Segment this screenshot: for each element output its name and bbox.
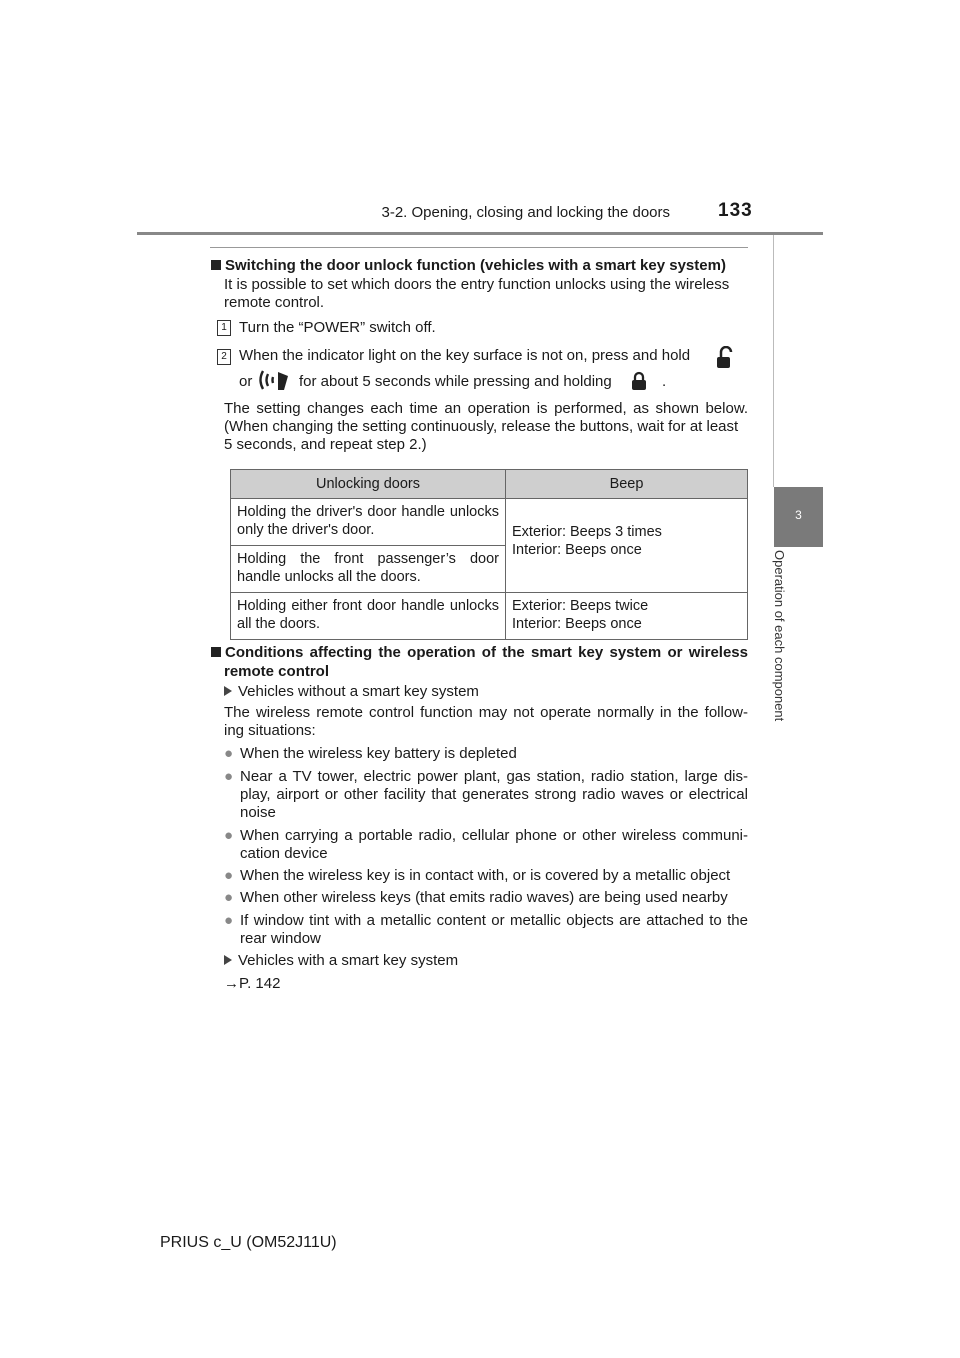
step-1-number: 1 <box>217 320 231 336</box>
list-item: If window tint with a metallic content or metallic objects are attached to the <box>240 912 748 929</box>
list-item: When the wireless key battery is depleted <box>240 745 517 762</box>
intro-line-2: remote control. <box>224 294 325 311</box>
step-2-or: or <box>239 373 253 390</box>
table-header-beep: Beep <box>506 470 748 499</box>
step-1-text: Turn the “POWER” switch off. <box>239 319 436 336</box>
table-cell-unlocking: Holding either front door handle unlocks all the doors. <box>231 593 506 640</box>
table-cell-beep: Exterior: Beeps 3 times Interior: Beeps once <box>506 499 748 593</box>
list-item-continued: play, airport or other facility that generates strong radio waves or electrical <box>240 786 748 803</box>
bullet-dot-icon: ● <box>224 889 234 906</box>
subsection-smart-key: Vehicles with a smart key system <box>224 952 458 970</box>
step-2-text: When the indicator light on the key surface is not on, press and hold <box>239 347 691 364</box>
square-bullet-icon <box>211 647 221 657</box>
note-line-3: 5 seconds, and repeat step 2.) <box>224 436 427 453</box>
table-cell-beep: Exterior: Beeps twice Interior: Beeps once <box>506 593 748 640</box>
square-bullet-icon <box>211 260 221 270</box>
bullet-dot-icon: ● <box>224 912 234 929</box>
table-header-row <box>231 470 748 499</box>
chapter-tab <box>774 487 823 547</box>
intro-line-1: It is possible to set which doors the entry function unlocks using the wireless <box>224 276 730 293</box>
list-item-continued: noise <box>240 804 276 821</box>
list-item: When the wireless key is in contact with, or is covered by a metallic object <box>240 867 731 884</box>
note-line-2: (When changing the setting continuously, release the buttons, wait for at least <box>224 418 739 435</box>
page-reference: →P. 142 <box>224 975 281 992</box>
bullet-dot-icon: ● <box>224 745 234 762</box>
header-rule <box>137 232 823 235</box>
list-item: When other wireless keys (that emits radio waves) are being used nearby <box>240 889 728 906</box>
step-2-end: . <box>662 373 667 390</box>
list-item: Near a TV tower, electric power plant, gas station, radio station, large dis- <box>240 768 748 785</box>
footer-model: PRIUS c_U (OM52J11U) <box>160 1234 337 1251</box>
page-number: 133 <box>718 200 753 221</box>
table-cell-unlocking: Holding the front passenger’s door handle unlocks all the doors. <box>231 546 506 593</box>
table-header-unlocking: Unlocking doors <box>231 470 506 499</box>
list-item: When carrying a portable radio, cellular phone or other wireless communi- <box>240 827 748 844</box>
lock-icon <box>631 371 647 391</box>
step-2-number: 2 <box>217 349 231 365</box>
section-heading: Switching the door unlock function (vehicles with a smart key system) <box>211 256 726 275</box>
unlock-icon <box>716 346 734 370</box>
table-row <box>231 499 748 546</box>
trunk-open-icon <box>258 368 292 392</box>
para-line-1: The wireless remote control function may not operate normally in the follow- <box>224 704 748 721</box>
table-cell-unlocking: Holding the driver's door handle unlocks only the driver's door. <box>231 499 506 546</box>
section-title: 3-2. Opening, closing and locking the doors <box>381 204 670 221</box>
chapter-tab-number: 3 <box>795 508 802 522</box>
side-divider <box>773 235 774 487</box>
bullet-dot-icon: ● <box>224 768 234 785</box>
list-item-continued: cation device <box>240 845 328 862</box>
subsection-no-smart-key: Vehicles without a smart key system <box>224 683 479 701</box>
table-row <box>231 593 748 640</box>
bullet-dot-icon: ● <box>224 827 234 844</box>
section-heading: Conditions affecting the operation of the smart key system or wireless <box>211 643 748 662</box>
bullet-dot-icon: ● <box>224 867 234 884</box>
unlock-settings-table <box>230 469 748 640</box>
list-item-continued: rear window <box>240 930 321 947</box>
note-line-1: The setting changes each time an operation is performed, as shown below. <box>224 400 748 417</box>
triangle-bullet-icon <box>224 955 232 965</box>
triangle-bullet-icon <box>224 686 232 696</box>
content-rule <box>210 247 748 248</box>
section-heading-line-2: remote control <box>224 663 330 680</box>
para-line-2: ing situations: <box>224 722 316 739</box>
step-2-middle: for about 5 seconds while pressing and holding <box>299 373 612 390</box>
chapter-tab-label: Operation of each component <box>772 550 787 722</box>
